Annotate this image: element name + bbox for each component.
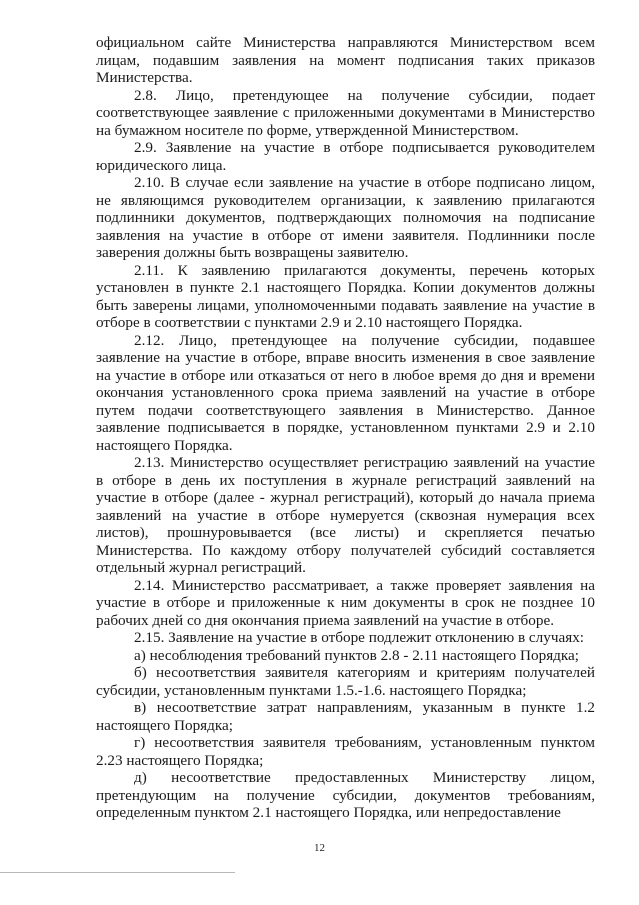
paragraph-2-9: 2.9. Заявление на участие в отборе подписывается руководителем юридического лица.	[96, 139, 595, 174]
paragraph-2-13: 2.13. Министерство осуществляет регистрацию заявлений на участие в отборе в день их поступления в журнале регистраций заявлений на участие в отборе (далее - журнал регистраций), который до начала приема заявлений на участие в отборе нумеруется (сквозная нумерация всех листов), прошнуровывается (все листы) и скрепляется печатью Министерства. По каждому отбору получателей субсидий составляется отдельный журнал регистраций.	[96, 454, 595, 576]
list-item-a: а) несоблюдения требований пунктов 2.8 - 2.11 настоящего Порядка;	[134, 646, 580, 664]
paragraph-2-12: 2.12. Лицо, претендующее на получение субсидии, подавшее заявление на участие в отборе, вправе вносить изменения в свое заявление на участие в отборе или отказаться от него в любое время до дня и времени окончания установленного срока приема заявлений на участие в отборе путем подачи соответствующего заявления в Министерство. Данное заявление подписывается в порядке, установленном пунктами 2.9 и 2.10 настоящего Порядка.	[96, 331, 595, 454]
list-item-g: г) несоответствия заявителя требованиям, установленным пунктом 2.23 настоящего Порядка;	[96, 734, 595, 769]
page-number: 12	[314, 842, 325, 854]
list-item-v: в) несоответствие затрат направлениям, указанным в пункте 1.2 настоящего Порядка;	[96, 699, 595, 734]
list-item-b: б) несоответствия заявителя категориям и критериям получателей субсидии, установленным пунктами 1.5.-1.6. настоящего Порядка;	[96, 664, 595, 699]
paragraph-2-14: 2.14. Министерство рассматривает, а также проверяет заявления на участие в отборе и приложенные к ним документы в срок не позднее 10 рабочих дней со дня окончания приема заявлений на участие в отборе.	[96, 576, 595, 629]
paragraph-continuation: официальном сайте Министерства направляются Министерством всем лицам, подавшим заявления на момент подписания таких приказов Министерства.	[96, 34, 595, 86]
list-item-d: д) несоответствие предоставленных Министерству лицом, претендующим на получение субсидии, документов требованиям, определенным пунктом 2.1 настоящего Порядка, или непредоставление	[96, 769, 595, 821]
document-body	[96, 34, 595, 822]
paragraph-2-11: 2.11. К заявлению прилагаются документы, перечень которых установлен в пункте 2.1 настоящего Порядка. Копии документов должны быть заверены лицами, уполномоченными подавать заявление на участие в отборе в соответствии с пунктами 2.9 и 2.10 настоящего Порядка.	[96, 261, 595, 331]
paragraph-2-10: 2.10. В случае если заявление на участие в отборе подписано лицом, не являющимся руководителем организации, к заявлению прилагаются подлинники документов, подтверждающих полномочия на подписание заявления на участие в отборе от имени заявителя. Подлинники после заверения должны быть возвращены заявителю.	[96, 174, 595, 261]
paragraph-2-15: 2.15. Заявление на участие в отборе подлежит отклонению в случаях:	[134, 629, 585, 646]
scan-edge-line	[0, 872, 235, 873]
paragraph-2-8: 2.8. Лицо, претендующее на получение субсидии, подает соответствующее заявление с приложенными документами в Министерство на бумажном носителе по форме, утвержденной Министерством.	[96, 86, 595, 139]
